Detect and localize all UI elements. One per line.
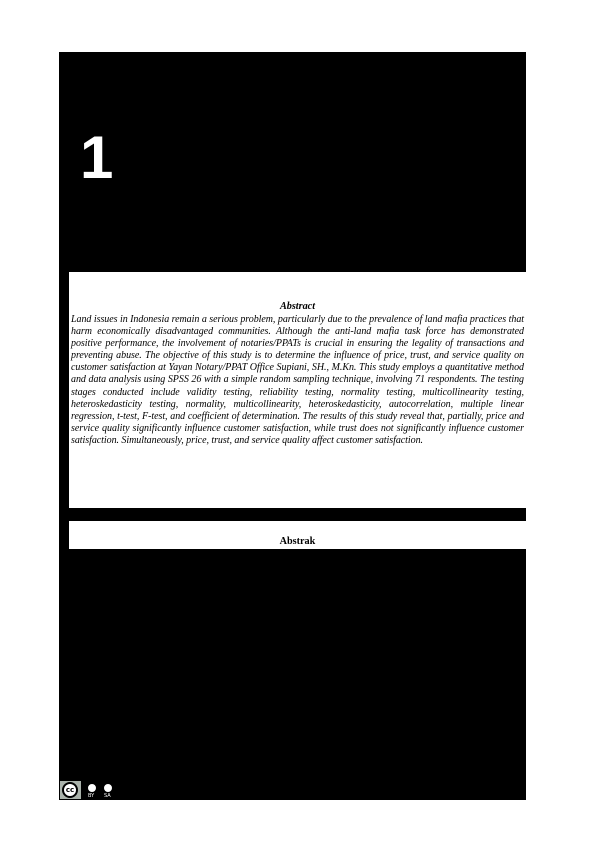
cc-icon: cc xyxy=(62,782,78,798)
cc-attribution-panel xyxy=(81,781,121,799)
abstract-text: Land issues in Indonesia remain a serious problem, particularly due to the prevalence of land mafia practices that harm economically disadvantaged communities. Although the anti-land mafia task force has demonstrated positive performance, the involvement of notaries/PPATs is crucial in ensuring the legality of transactions and preventing abuse. The objective of this study is to determine the influence of price, trust, and service quality on customer satisfaction at Yayan Notary/PPAT Office Supiani, SH., M.Kn. This study employs a quantitative method and data analysis using SPSS 26 with a simple random sampling technique, involving 71 respondents. The testing stages conducted include validity testing, reliability testing, normality testing, multicollinearity testing, heteroskedasticity testing, normality, multicollinearity, heteroskedasticity, autocorrelation, multiple linear regression, t-test, F-test, and coefficient of determination. The results of this study reveal that, partially, price and service quality significantly influence customer satisfaction, while trust does not significantly influence customer satisfaction. Simultaneously, price, trust, and service quality affect customer satisfaction. xyxy=(71,314,524,446)
share-alike-icon xyxy=(103,783,113,793)
by-label: BY xyxy=(88,793,95,799)
abstract-section xyxy=(71,300,524,447)
abstract-heading: Abstract xyxy=(279,301,316,312)
cc-license-badge[interactable] xyxy=(59,780,122,800)
redacted-header-block xyxy=(59,52,526,272)
redacted-margin-left xyxy=(59,272,69,509)
redacted-strip xyxy=(59,508,526,521)
sa-label: SA xyxy=(104,793,111,799)
redacted-body-block xyxy=(59,549,526,800)
by-person-icon xyxy=(87,783,97,793)
abstrak-heading: Abstrak xyxy=(279,536,316,547)
redacted-margin-left-lower xyxy=(59,521,69,549)
chapter-number: 1 xyxy=(80,124,114,191)
stray-mark xyxy=(246,270,248,272)
